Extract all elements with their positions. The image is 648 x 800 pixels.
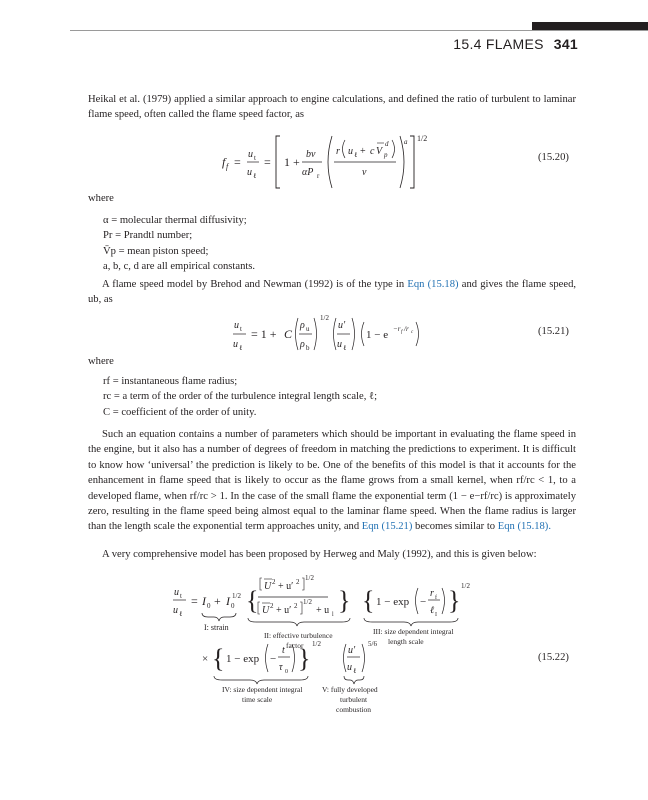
svg-text:0: 0 bbox=[231, 602, 235, 610]
equation-15-21 bbox=[232, 312, 452, 360]
svg-text:1/2: 1/2 bbox=[303, 598, 312, 606]
svg-text:−r: −r bbox=[393, 325, 401, 333]
equation-15-22-line-2-graphic bbox=[200, 636, 430, 746]
svg-text:}: } bbox=[298, 644, 311, 673]
svg-text:f: f bbox=[401, 330, 403, 335]
svg-text:U: U bbox=[264, 581, 272, 592]
svg-text:f: f bbox=[226, 162, 229, 171]
svg-text:{: { bbox=[246, 586, 259, 615]
svg-text:u: u bbox=[234, 320, 239, 331]
svg-text:b: b bbox=[306, 344, 310, 352]
paragraph-3-text-b: becomes similar to bbox=[415, 521, 496, 533]
equation-15-20-graphic bbox=[220, 130, 450, 192]
svg-text:=: = bbox=[234, 155, 241, 169]
svg-text:length scale: length scale bbox=[388, 637, 424, 646]
svg-text:1/2: 1/2 bbox=[417, 134, 428, 143]
svg-text:1/2: 1/2 bbox=[232, 592, 241, 600]
eqn-15-21-link[interactable]: Eqn (15.21) bbox=[361, 521, 413, 533]
svg-text:t: t bbox=[180, 592, 182, 600]
svg-text:u′: u′ bbox=[338, 320, 346, 331]
svg-text:t: t bbox=[240, 325, 242, 333]
svg-text:2: 2 bbox=[294, 602, 298, 610]
definition-item: V̄p = mean piston speed; bbox=[103, 245, 209, 257]
svg-text:c: c bbox=[370, 146, 375, 157]
svg-text:IV: size dependent integral: IV: size dependent integral bbox=[222, 685, 303, 694]
svg-text:ρ: ρ bbox=[300, 339, 305, 350]
svg-text:bν: bν bbox=[306, 149, 316, 160]
svg-text:f: f bbox=[435, 595, 437, 601]
svg-text:−: − bbox=[270, 653, 277, 665]
paragraph-2 bbox=[88, 277, 576, 308]
definition-item: a, b, c, d are all empirical constants. bbox=[103, 261, 256, 273]
svg-text:0: 0 bbox=[207, 602, 211, 610]
svg-text:0: 0 bbox=[285, 669, 288, 675]
svg-text:1/2: 1/2 bbox=[461, 582, 470, 590]
paragraph-3 bbox=[88, 427, 576, 535]
equation-15-21-graphic bbox=[232, 312, 452, 356]
svg-text:d: d bbox=[385, 140, 389, 148]
svg-text:}: } bbox=[338, 586, 351, 615]
definition-list-1 bbox=[103, 213, 563, 275]
svg-text:V: fully developed: V: fully developed bbox=[322, 685, 378, 694]
svg-text:ν: ν bbox=[362, 167, 367, 178]
svg-text:ℓ: ℓ bbox=[253, 172, 257, 180]
svg-text:ℓ: ℓ bbox=[343, 344, 347, 352]
equation-number-15-20: (15.20) bbox=[538, 152, 569, 163]
svg-text:u: u bbox=[247, 167, 252, 178]
svg-text:1/2: 1/2 bbox=[312, 640, 321, 648]
svg-text:+: + bbox=[214, 594, 221, 608]
equation-15-22-line-2 bbox=[200, 636, 430, 750]
running-head bbox=[453, 36, 578, 52]
svg-text:U: U bbox=[262, 605, 270, 616]
svg-text:1 − exp: 1 − exp bbox=[226, 653, 260, 665]
header-rule bbox=[70, 30, 648, 31]
svg-text:ℓ: ℓ bbox=[179, 610, 183, 618]
eqn-15-18-link[interactable]: Eqn (15.18) bbox=[407, 279, 459, 290]
brace-label-I: I: strain bbox=[204, 623, 229, 632]
definition-item: Pr = Prandtl number; bbox=[103, 230, 193, 242]
eqn-15-18-link[interactable]: Eqn (15.18). bbox=[497, 521, 551, 533]
page-number: 341 bbox=[553, 36, 578, 52]
svg-text:−: − bbox=[420, 596, 427, 608]
paragraph-4: A very comprehensive model has been proposed by Herweg and Maly (1992), and this is given below: bbox=[102, 549, 537, 560]
svg-text:time scale: time scale bbox=[242, 695, 273, 704]
svg-text:r: r bbox=[430, 588, 434, 599]
definition-list-2 bbox=[103, 374, 563, 420]
equation-number-15-22: (15.22) bbox=[538, 652, 569, 663]
paragraph-2-text-b: and gives the flame speed, ub, as bbox=[88, 279, 577, 306]
svg-text:u: u bbox=[173, 605, 178, 616]
svg-text:turbulent: turbulent bbox=[340, 695, 368, 704]
svg-text:1 − e: 1 − e bbox=[366, 329, 389, 341]
equation-15-20 bbox=[220, 130, 450, 196]
svg-text:c: c bbox=[411, 330, 414, 335]
svg-text:I: I bbox=[202, 594, 206, 608]
svg-text:/r: /r bbox=[404, 325, 409, 333]
svg-text:u′: u′ bbox=[348, 645, 356, 656]
definition-item: α = molecular thermal diffusivity; bbox=[103, 215, 247, 226]
svg-text:5/6: 5/6 bbox=[368, 640, 377, 648]
svg-text:t: t bbox=[254, 154, 256, 162]
svg-text:+ u: + u bbox=[316, 605, 330, 616]
svg-text:C: C bbox=[284, 327, 293, 341]
svg-text:ρ: ρ bbox=[300, 320, 305, 331]
svg-text:r: r bbox=[336, 146, 340, 157]
svg-text:l: l bbox=[332, 612, 334, 618]
svg-text:+: + bbox=[360, 146, 366, 157]
paragraph-3-text-a: Such an equation contains a number of parameters which should be important in evaluating the flame speed in the engine, but it also has a number of degrees of freedom in matching the predictions to experiment. It is difficult to know how ‘universal’ the prediction is likely to be. One of the benefits of this model is that it accounts for the enhancement in flame speed that is likely to occur as the flame grows from a small kernel, when rf/rc < 1, to a developed flame, when rf/rc > 1. In the case of the small flame the exponential term (1 − e−rf/rc) is approximately zero, resulting in the flame speed being almost equal to the laminar flame speed. When the flame radius is larger than the length scale the exponential term approaches unity, and bbox=[88, 429, 576, 533]
where-label-1: where bbox=[88, 193, 114, 204]
svg-text:}: } bbox=[448, 586, 461, 615]
svg-text:f: f bbox=[222, 155, 226, 169]
svg-text:V: V bbox=[376, 146, 383, 157]
svg-text:u: u bbox=[306, 325, 310, 333]
svg-text:2: 2 bbox=[296, 578, 300, 586]
svg-text:III: size dependent integral: III: size dependent integral bbox=[373, 627, 454, 636]
svg-text:factor: factor bbox=[286, 641, 304, 650]
svg-text:p: p bbox=[384, 151, 388, 159]
svg-text:1/2: 1/2 bbox=[305, 574, 314, 582]
svg-text:t: t bbox=[282, 645, 285, 656]
svg-text:τ: τ bbox=[279, 662, 283, 673]
svg-text:a: a bbox=[404, 138, 408, 146]
definition-item: rf = instantaneous flame radius; bbox=[103, 376, 238, 387]
svg-text:+ u′: + u′ bbox=[278, 581, 294, 592]
svg-text:{: { bbox=[362, 586, 375, 615]
svg-text:u: u bbox=[348, 146, 353, 157]
svg-text:ℓ: ℓ bbox=[239, 344, 243, 352]
svg-text:u: u bbox=[174, 587, 179, 598]
svg-text:I: I bbox=[226, 594, 230, 608]
svg-text:u: u bbox=[337, 339, 342, 350]
section-title: 15.4 FLAMES bbox=[453, 36, 544, 52]
svg-text:×: × bbox=[202, 653, 209, 665]
definition-item: C = coefficient of the order of unity. bbox=[103, 406, 257, 418]
paragraph-2-text-a: A flame speed model by Brehod and Newman (1992) is of the type in bbox=[102, 279, 405, 290]
svg-text:u: u bbox=[347, 662, 352, 673]
svg-text:2: 2 bbox=[270, 602, 274, 610]
svg-text:= 1 +: = 1 + bbox=[251, 327, 277, 341]
where-label-2: where bbox=[88, 356, 114, 367]
svg-text:ℓ: ℓ bbox=[353, 667, 357, 675]
svg-text:=: = bbox=[264, 155, 271, 169]
svg-text:1/2: 1/2 bbox=[320, 314, 329, 322]
svg-text:r: r bbox=[317, 172, 320, 180]
svg-text:u: u bbox=[233, 339, 238, 350]
svg-text:u: u bbox=[248, 149, 253, 160]
svg-text:II: effective turbulence: II: effective turbulence bbox=[264, 631, 333, 640]
equation-number-15-21: (15.21) bbox=[538, 326, 569, 337]
svg-text:αP: αP bbox=[302, 167, 314, 178]
svg-text:combustion: combustion bbox=[336, 705, 371, 714]
svg-text:+ u′: + u′ bbox=[276, 605, 292, 616]
svg-text:2: 2 bbox=[272, 578, 276, 586]
paragraph-1: Heikal et al. (1979) applied a similar approach to engine calculations, and defined the ratio of turbulent to laminar flame speed, often called the flame speed factor, as bbox=[88, 94, 576, 121]
svg-text:{: { bbox=[212, 644, 225, 673]
svg-text:=: = bbox=[191, 594, 198, 608]
svg-text:I: I bbox=[435, 612, 437, 618]
svg-text:1 +: 1 + bbox=[284, 155, 300, 169]
svg-text:ℓ: ℓ bbox=[354, 151, 358, 159]
svg-text:ℓ: ℓ bbox=[430, 605, 435, 616]
svg-text:1 − exp: 1 − exp bbox=[376, 596, 410, 608]
definition-item: rc = a term of the order of the turbulence integral length scale, ℓ; bbox=[103, 391, 378, 403]
